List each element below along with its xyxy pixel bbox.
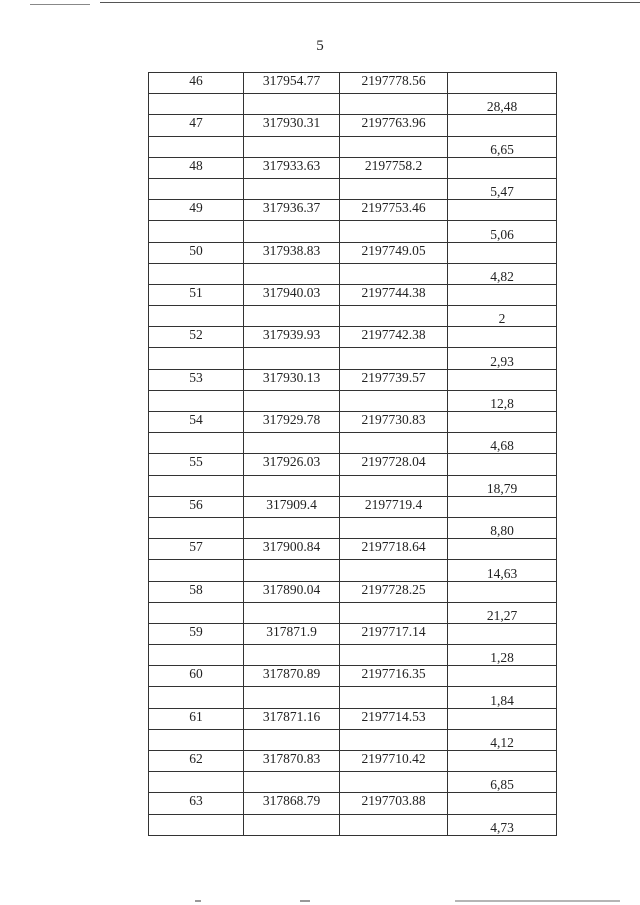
y-coordinate-cell bbox=[340, 348, 448, 369]
distance-row bbox=[149, 263, 557, 284]
point-number-cell: 61 bbox=[149, 708, 244, 729]
y-coordinate-cell bbox=[340, 390, 448, 411]
point-row bbox=[149, 454, 557, 475]
point-number-cell bbox=[149, 687, 244, 708]
point-number-cell bbox=[149, 772, 244, 793]
x-coordinate-cell: 317938.83 bbox=[244, 242, 340, 263]
x-coordinate-cell bbox=[244, 475, 340, 496]
point-number-cell: 56 bbox=[149, 496, 244, 517]
x-coordinate-cell bbox=[244, 433, 340, 454]
point-number-cell: 49 bbox=[149, 200, 244, 221]
distance-cell: 28,48 bbox=[448, 94, 557, 115]
distance-row bbox=[149, 178, 557, 199]
x-coordinate-cell bbox=[244, 560, 340, 581]
y-coordinate-cell: 2197703.88 bbox=[340, 793, 448, 814]
distance-cell: 12,8 bbox=[448, 390, 557, 411]
point-row bbox=[149, 581, 557, 602]
point-number-cell: 55 bbox=[149, 454, 244, 475]
distance-cell bbox=[448, 539, 557, 560]
scan-artifact bbox=[195, 900, 201, 902]
point-number-cell: 57 bbox=[149, 539, 244, 560]
point-number-cell: 52 bbox=[149, 327, 244, 348]
y-coordinate-cell: 2197718.64 bbox=[340, 539, 448, 560]
scan-artifact bbox=[455, 900, 620, 902]
point-row bbox=[149, 539, 557, 560]
coordinates-table bbox=[148, 72, 557, 836]
point-number-cell bbox=[149, 814, 244, 835]
scan-bottom-edge bbox=[0, 896, 640, 905]
x-coordinate-cell: 317933.63 bbox=[244, 157, 340, 178]
distance-cell: 21,27 bbox=[448, 602, 557, 623]
distance-cell bbox=[448, 284, 557, 305]
x-coordinate-cell: 317936.37 bbox=[244, 200, 340, 221]
y-coordinate-cell: 2197716.35 bbox=[340, 666, 448, 687]
y-coordinate-cell: 2197730.83 bbox=[340, 412, 448, 433]
point-row bbox=[149, 623, 557, 644]
distance-cell: 2 bbox=[448, 306, 557, 327]
point-row bbox=[149, 200, 557, 221]
y-coordinate-cell: 2197728.04 bbox=[340, 454, 448, 475]
y-coordinate-cell bbox=[340, 94, 448, 115]
point-row bbox=[149, 242, 557, 263]
x-coordinate-cell bbox=[244, 263, 340, 284]
y-coordinate-cell: 2197739.57 bbox=[340, 369, 448, 390]
distance-cell: 4,12 bbox=[448, 729, 557, 750]
y-coordinate-cell bbox=[340, 517, 448, 538]
point-number-cell bbox=[149, 390, 244, 411]
point-row bbox=[149, 115, 557, 136]
distance-cell: 1,28 bbox=[448, 645, 557, 666]
x-coordinate-cell: 317871.16 bbox=[244, 708, 340, 729]
distance-cell bbox=[448, 369, 557, 390]
point-number-cell bbox=[149, 178, 244, 199]
y-coordinate-cell bbox=[340, 814, 448, 835]
point-number-cell: 46 bbox=[149, 73, 244, 94]
point-number-cell: 50 bbox=[149, 242, 244, 263]
y-coordinate-cell: 2197714.53 bbox=[340, 708, 448, 729]
point-number-cell bbox=[149, 136, 244, 157]
point-number-cell: 48 bbox=[149, 157, 244, 178]
y-coordinate-cell: 2197742.38 bbox=[340, 327, 448, 348]
distance-cell bbox=[448, 751, 557, 772]
distance-row bbox=[149, 94, 557, 115]
distance-cell bbox=[448, 200, 557, 221]
x-coordinate-cell: 317909.4 bbox=[244, 496, 340, 517]
distance-row bbox=[149, 390, 557, 411]
top-border-rule bbox=[0, 0, 640, 6]
distance-row bbox=[149, 687, 557, 708]
distance-row bbox=[149, 560, 557, 581]
x-coordinate-cell: 317870.89 bbox=[244, 666, 340, 687]
y-coordinate-cell bbox=[340, 687, 448, 708]
point-number-cell bbox=[149, 517, 244, 538]
y-coordinate-cell bbox=[340, 772, 448, 793]
point-number-cell: 60 bbox=[149, 666, 244, 687]
y-coordinate-cell bbox=[340, 306, 448, 327]
x-coordinate-cell: 317954.77 bbox=[244, 73, 340, 94]
x-coordinate-cell: 317930.31 bbox=[244, 115, 340, 136]
y-coordinate-cell bbox=[340, 560, 448, 581]
distance-row bbox=[149, 517, 557, 538]
x-coordinate-cell: 317868.79 bbox=[244, 793, 340, 814]
top-rule-segment bbox=[30, 4, 90, 5]
x-coordinate-cell: 317871.9 bbox=[244, 623, 340, 644]
distance-cell bbox=[448, 793, 557, 814]
point-row bbox=[149, 73, 557, 94]
x-coordinate-cell: 317890.04 bbox=[244, 581, 340, 602]
distance-cell bbox=[448, 496, 557, 517]
distance-row bbox=[149, 348, 557, 369]
distance-cell bbox=[448, 581, 557, 602]
distance-cell bbox=[448, 327, 557, 348]
distance-row bbox=[149, 136, 557, 157]
x-coordinate-cell bbox=[244, 687, 340, 708]
point-number-cell bbox=[149, 560, 244, 581]
y-coordinate-cell: 2197728.25 bbox=[340, 581, 448, 602]
coordinates-table-body bbox=[149, 73, 557, 836]
x-coordinate-cell: 317870.83 bbox=[244, 751, 340, 772]
x-coordinate-cell: 317930.13 bbox=[244, 369, 340, 390]
y-coordinate-cell: 2197717.14 bbox=[340, 623, 448, 644]
y-coordinate-cell: 2197719.4 bbox=[340, 496, 448, 517]
point-number-cell bbox=[149, 263, 244, 284]
y-coordinate-cell: 2197744.38 bbox=[340, 284, 448, 305]
distance-cell: 6,85 bbox=[448, 772, 557, 793]
x-coordinate-cell bbox=[244, 348, 340, 369]
distance-cell bbox=[448, 708, 557, 729]
distance-cell: 5,47 bbox=[448, 178, 557, 199]
distance-row bbox=[149, 475, 557, 496]
y-coordinate-cell bbox=[340, 178, 448, 199]
y-coordinate-cell bbox=[340, 136, 448, 157]
y-coordinate-cell: 2197753.46 bbox=[340, 200, 448, 221]
distance-cell bbox=[448, 157, 557, 178]
x-coordinate-cell bbox=[244, 729, 340, 750]
point-row bbox=[149, 793, 557, 814]
y-coordinate-cell: 2197749.05 bbox=[340, 242, 448, 263]
point-number-cell bbox=[149, 306, 244, 327]
y-coordinate-cell bbox=[340, 602, 448, 623]
distance-cell bbox=[448, 73, 557, 94]
point-row bbox=[149, 496, 557, 517]
distance-cell bbox=[448, 412, 557, 433]
point-number-cell bbox=[149, 221, 244, 242]
x-coordinate-cell bbox=[244, 221, 340, 242]
x-coordinate-cell bbox=[244, 772, 340, 793]
distance-row bbox=[149, 221, 557, 242]
y-coordinate-cell bbox=[340, 729, 448, 750]
x-coordinate-cell: 317940.03 bbox=[244, 284, 340, 305]
distance-cell bbox=[448, 454, 557, 475]
point-row bbox=[149, 412, 557, 433]
point-number-cell bbox=[149, 94, 244, 115]
point-number-cell: 63 bbox=[149, 793, 244, 814]
x-coordinate-cell: 317939.93 bbox=[244, 327, 340, 348]
distance-cell: 14,63 bbox=[448, 560, 557, 581]
point-number-cell: 58 bbox=[149, 581, 244, 602]
distance-cell: 5,06 bbox=[448, 221, 557, 242]
distance-cell bbox=[448, 242, 557, 263]
top-rule-line bbox=[100, 2, 640, 3]
x-coordinate-cell bbox=[244, 306, 340, 327]
point-number-cell: 47 bbox=[149, 115, 244, 136]
point-number-cell bbox=[149, 729, 244, 750]
point-number-cell: 51 bbox=[149, 284, 244, 305]
point-number-cell: 54 bbox=[149, 412, 244, 433]
distance-row bbox=[149, 602, 557, 623]
point-row bbox=[149, 284, 557, 305]
point-row bbox=[149, 369, 557, 390]
distance-cell: 18,79 bbox=[448, 475, 557, 496]
x-coordinate-cell bbox=[244, 814, 340, 835]
y-coordinate-cell: 2197763.96 bbox=[340, 115, 448, 136]
x-coordinate-cell: 317900.84 bbox=[244, 539, 340, 560]
distance-cell: 1,84 bbox=[448, 687, 557, 708]
distance-row bbox=[149, 433, 557, 454]
y-coordinate-cell bbox=[340, 645, 448, 666]
y-coordinate-cell bbox=[340, 433, 448, 454]
distance-row bbox=[149, 729, 557, 750]
x-coordinate-cell: 317929.78 bbox=[244, 412, 340, 433]
distance-cell bbox=[448, 623, 557, 644]
distance-row bbox=[149, 645, 557, 666]
point-number-cell bbox=[149, 645, 244, 666]
y-coordinate-cell: 2197710.42 bbox=[340, 751, 448, 772]
x-coordinate-cell bbox=[244, 517, 340, 538]
distance-cell bbox=[448, 115, 557, 136]
scan-artifact bbox=[300, 900, 310, 902]
point-row bbox=[149, 666, 557, 687]
point-row bbox=[149, 157, 557, 178]
distance-cell: 4,73 bbox=[448, 814, 557, 835]
y-coordinate-cell: 2197758.2 bbox=[340, 157, 448, 178]
distance-cell: 6,65 bbox=[448, 136, 557, 157]
distance-row bbox=[149, 772, 557, 793]
x-coordinate-cell bbox=[244, 94, 340, 115]
distance-cell: 4,68 bbox=[448, 433, 557, 454]
x-coordinate-cell bbox=[244, 178, 340, 199]
y-coordinate-cell bbox=[340, 263, 448, 284]
y-coordinate-cell: 2197778.56 bbox=[340, 73, 448, 94]
y-coordinate-cell bbox=[340, 475, 448, 496]
point-number-cell: 53 bbox=[149, 369, 244, 390]
point-number-cell bbox=[149, 475, 244, 496]
distance-cell: 2,93 bbox=[448, 348, 557, 369]
point-row bbox=[149, 708, 557, 729]
point-number-cell bbox=[149, 348, 244, 369]
distance-row bbox=[149, 814, 557, 835]
page-number: 5 bbox=[316, 38, 324, 54]
x-coordinate-cell: 317926.03 bbox=[244, 454, 340, 475]
point-number-cell: 59 bbox=[149, 623, 244, 644]
point-row bbox=[149, 751, 557, 772]
x-coordinate-cell bbox=[244, 602, 340, 623]
point-number-cell bbox=[149, 433, 244, 454]
distance-cell: 4,82 bbox=[448, 263, 557, 284]
point-row bbox=[149, 327, 557, 348]
point-number-cell: 62 bbox=[149, 751, 244, 772]
x-coordinate-cell bbox=[244, 136, 340, 157]
x-coordinate-cell bbox=[244, 645, 340, 666]
point-number-cell bbox=[149, 602, 244, 623]
y-coordinate-cell bbox=[340, 221, 448, 242]
x-coordinate-cell bbox=[244, 390, 340, 411]
distance-cell: 8,80 bbox=[448, 517, 557, 538]
distance-cell bbox=[448, 666, 557, 687]
distance-row bbox=[149, 306, 557, 327]
